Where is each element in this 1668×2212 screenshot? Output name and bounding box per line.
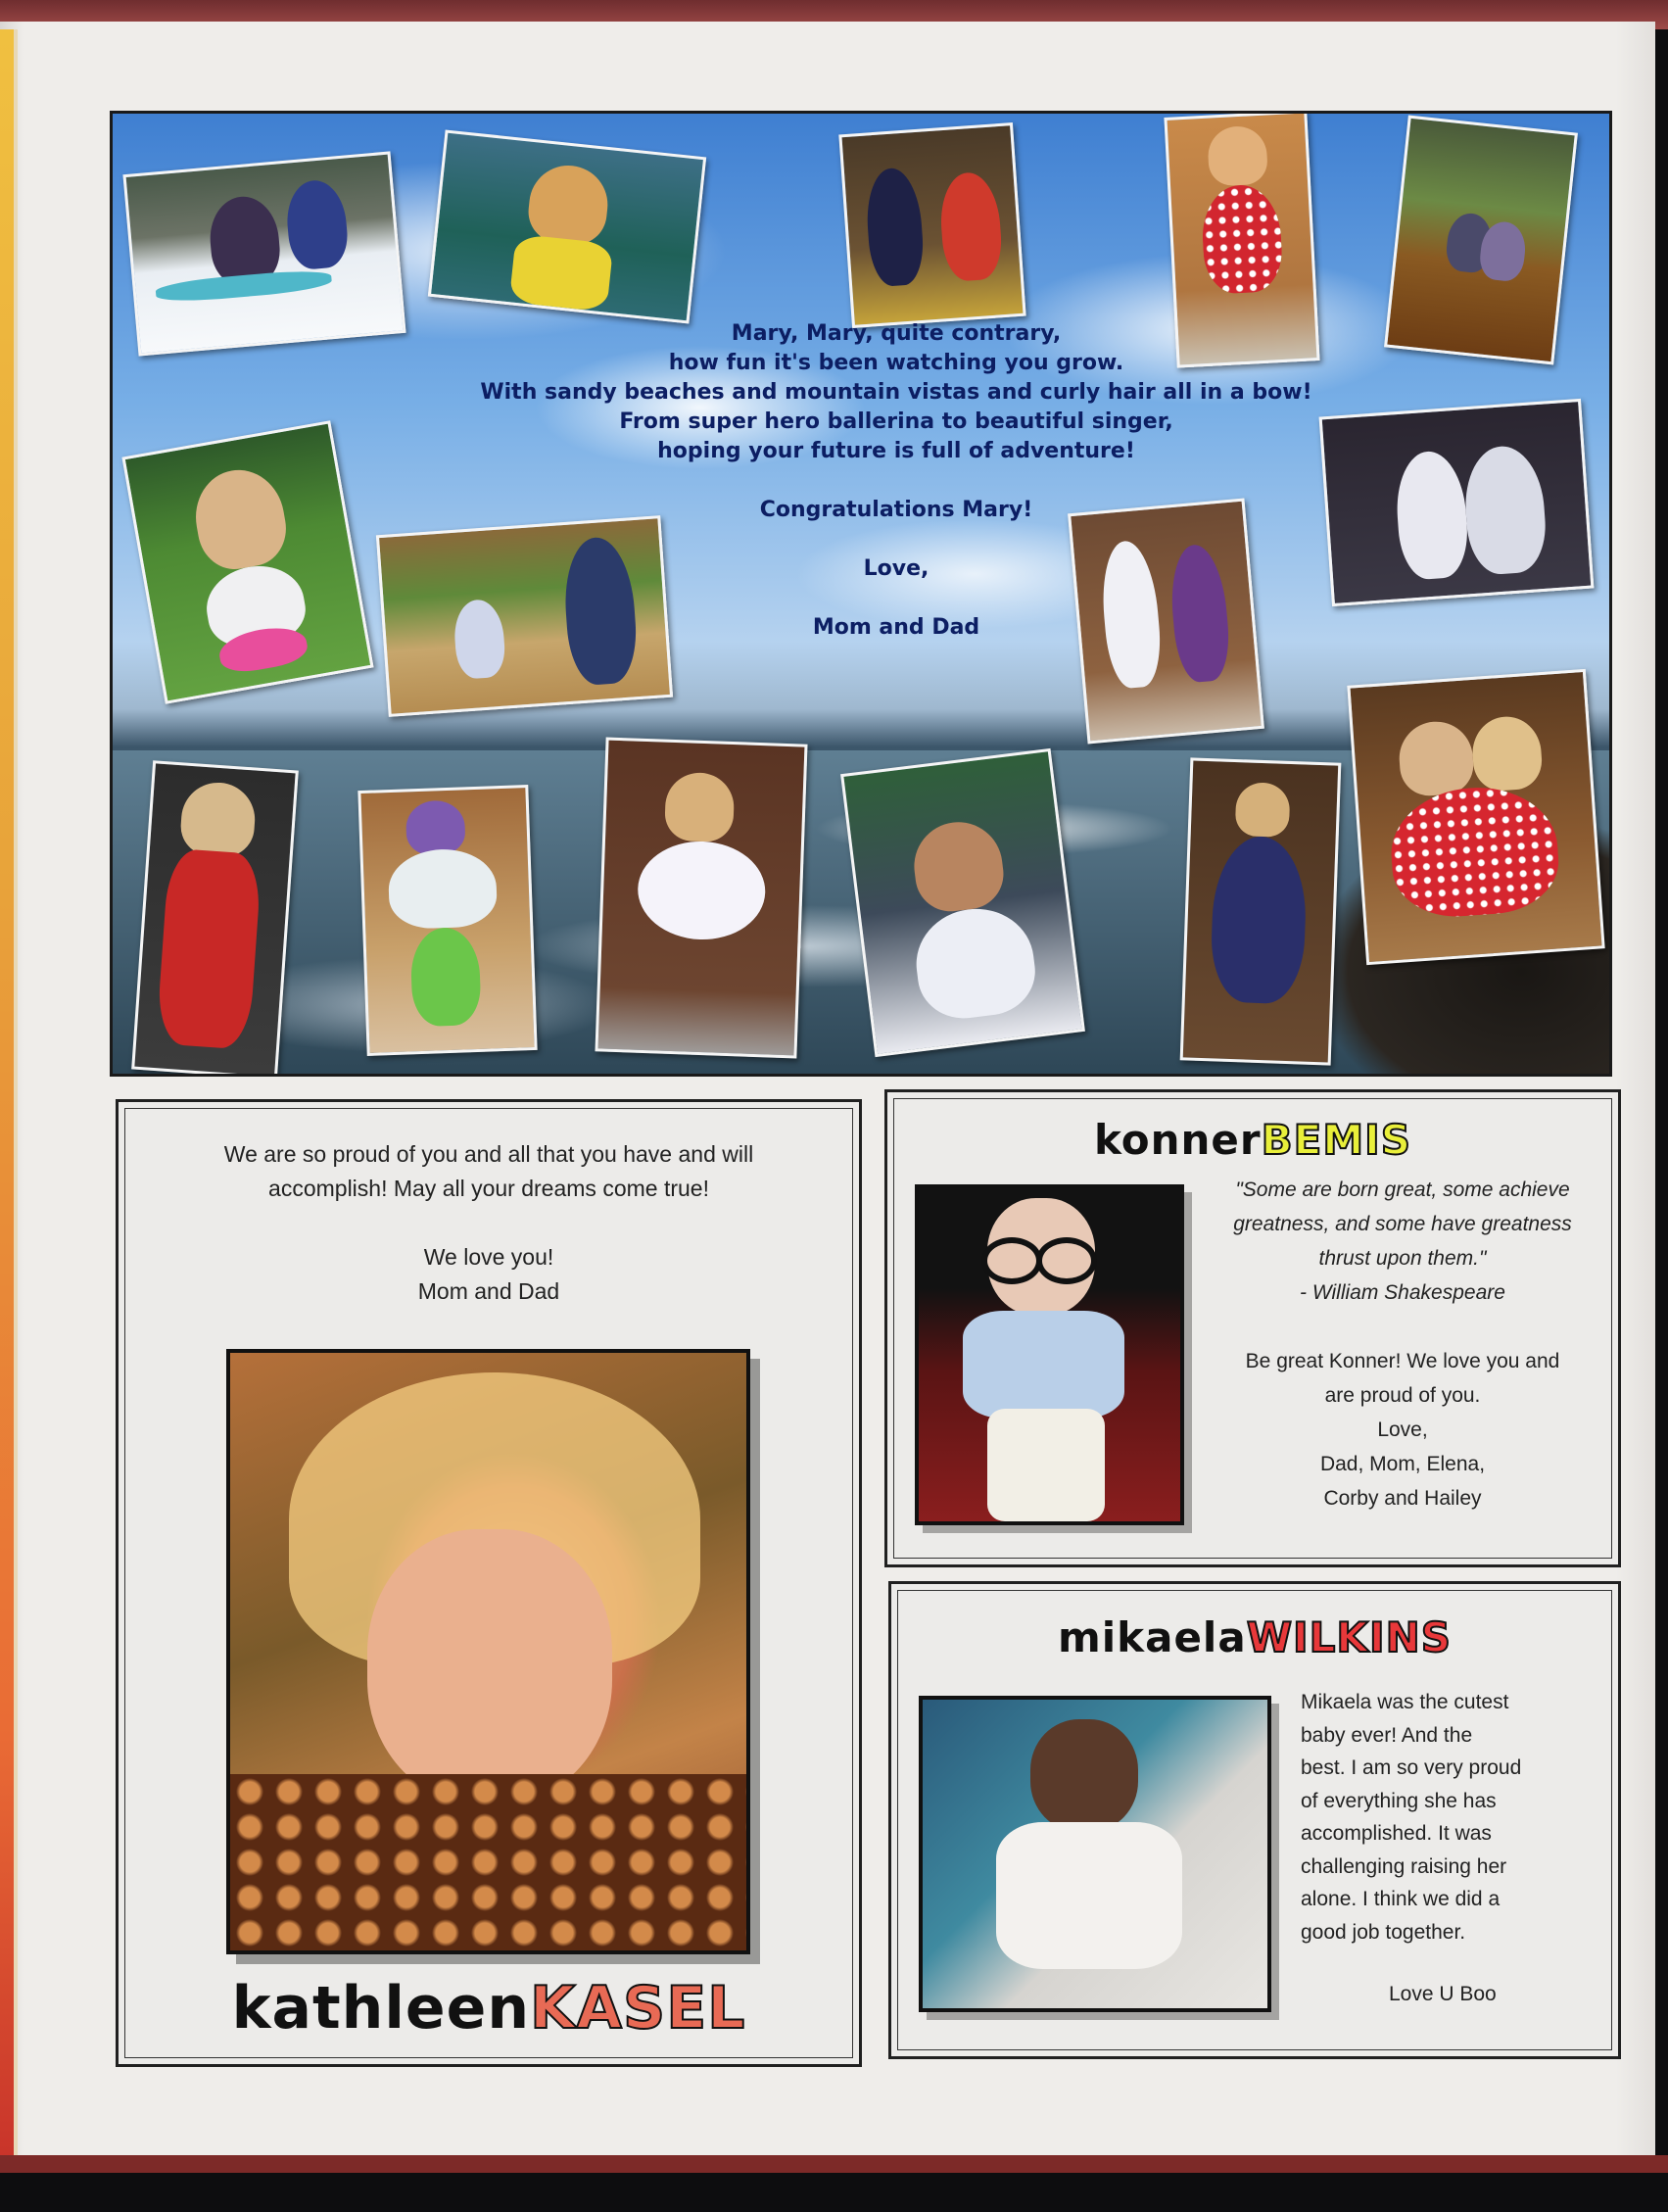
signature-line: Dad, Mom, Elena, — [1319, 1453, 1486, 1475]
message-line: of everything she has — [1301, 1789, 1497, 1812]
last-name: KASEL — [530, 1974, 746, 2043]
poem-congrats: Congratulations Mary! — [759, 498, 1033, 522]
message-line: challenging raising her — [1301, 1854, 1507, 1878]
message-line: Be great Konner! We love you and — [1245, 1350, 1560, 1372]
kathleen-portrait-photo — [226, 1349, 750, 1954]
photo-girl-yellow-shirt — [428, 129, 706, 323]
kathleen-name-title — [119, 1974, 859, 2043]
page-gutter — [14, 29, 18, 2165]
first-name: konner — [1093, 1116, 1262, 1164]
poem-line: hoping your future is full of adventure! — [657, 439, 1135, 463]
last-name: WILKINS — [1246, 1613, 1452, 1661]
photo-white-tutu — [595, 738, 807, 1059]
photo-kids-dressup — [838, 122, 1025, 328]
photo-girl-grass — [121, 420, 373, 704]
message-line: We are so proud of you and all that you have and will — [223, 1141, 754, 1167]
message-line: Mikaela was the cutest — [1301, 1691, 1509, 1713]
closing-line: Love, — [1377, 1419, 1428, 1441]
mikaela-message — [1301, 1686, 1595, 2011]
mary-poem — [406, 319, 1386, 643]
photo-snow-sled — [122, 151, 405, 356]
photo-red-pajamas — [131, 760, 299, 1077]
quote-line: greatness, and some have greatness — [1233, 1213, 1572, 1235]
closing-line: We love you! — [423, 1244, 554, 1270]
book-cover-bottom — [0, 2155, 1668, 2173]
signature-line: Corby and Hailey — [1323, 1487, 1482, 1510]
book-spine — [0, 29, 14, 2165]
message-line: baby ever! And the — [1301, 1723, 1473, 1747]
konner-message — [1201, 1173, 1604, 1515]
message-line: good job together. — [1301, 1920, 1466, 1944]
poem-signature: Mom and Dad — [812, 615, 980, 640]
konner-name-title — [887, 1116, 1618, 1164]
first-name: mikaela — [1058, 1613, 1247, 1661]
kathleen-kasel-ad — [116, 1099, 862, 2067]
quote-line: "Some are born great, some achieve — [1235, 1178, 1570, 1201]
message-line: alone. I think we did a — [1301, 1888, 1501, 1910]
signature-line: Mom and Dad — [417, 1278, 560, 1304]
photo-space-ranger-costume — [357, 785, 537, 1056]
message-line: best. I am so very proud — [1301, 1756, 1522, 1779]
first-name: kathleen — [231, 1974, 531, 2043]
poem-line: Mary, Mary, quite contrary, — [731, 321, 1062, 346]
mary-photo-collage — [110, 111, 1612, 1077]
poem-line: From super hero ballerina to beautiful singer, — [619, 409, 1173, 434]
kathleen-message — [119, 1137, 859, 1309]
message-line: accomplish! May all your dreams come true! — [268, 1176, 709, 1201]
quote-attribution: - William Shakespeare — [1300, 1281, 1505, 1304]
photo-two-girls-polka-dots — [1347, 669, 1604, 965]
message-line: accomplished. It was — [1301, 1822, 1492, 1845]
photo-dress-yellow-bag — [1180, 757, 1342, 1065]
quote-line: thrust upon them." — [1318, 1247, 1487, 1270]
photo-baby-waving — [840, 748, 1085, 1057]
poem-line: With sandy beaches and mountain vistas and curly hair all in a bow! — [480, 380, 1312, 405]
photo-autumn-leaves — [1384, 116, 1578, 365]
poem-line: how fun it's been watching you grow. — [668, 351, 1124, 375]
poem-closing: Love, — [863, 556, 929, 581]
message-line: are proud of you. — [1324, 1384, 1481, 1407]
signature-line: Love U Boo — [1389, 1983, 1497, 2005]
last-name: BEMIS — [1261, 1116, 1412, 1164]
konner-bemis-ad — [884, 1089, 1621, 1567]
mikaela-name-title — [891, 1613, 1618, 1661]
mikaela-wilkins-ad — [888, 1581, 1621, 2059]
mikaela-baby-photo — [919, 1696, 1271, 2012]
konner-baby-photo — [915, 1184, 1184, 1525]
